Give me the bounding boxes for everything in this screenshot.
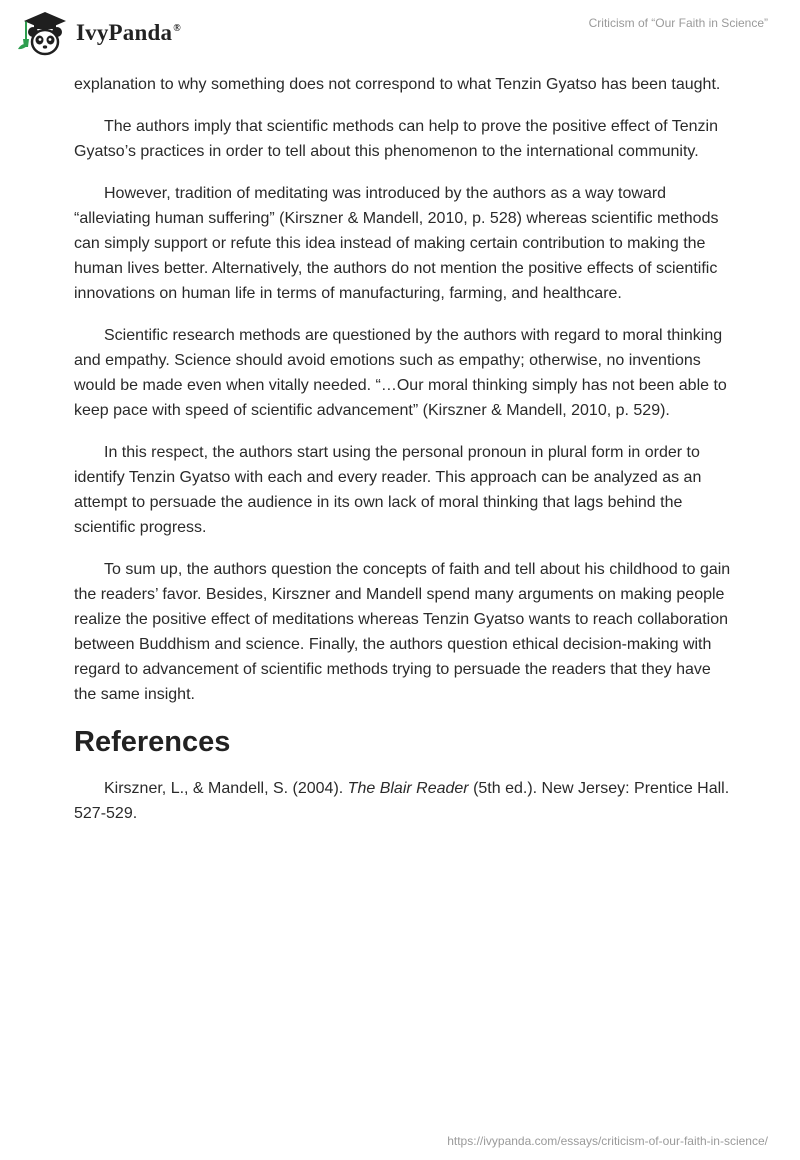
reference-book-title: The Blair Reader bbox=[347, 780, 469, 797]
registered-mark: ® bbox=[173, 23, 181, 35]
panda-graduation-cap-icon bbox=[14, 9, 72, 57]
references-heading: References bbox=[74, 726, 231, 758]
page-header bbox=[0, 0, 800, 70]
source-url[interactable]: https://ivypanda.com/essays/criticism-of-our-faith-in-science/ bbox=[447, 1134, 768, 1148]
essay-body bbox=[74, 72, 734, 843]
paragraph-continuation: explanation to why something does not correspond to what Tenzin Gyatso has been taught. bbox=[74, 76, 721, 93]
logo-wordmark: IvyPanda® bbox=[76, 20, 181, 45]
paragraph: However, tradition of meditating was introduced by the authors as a way toward “alleviating human suffering” (Kirszner & Mandell, 2010, p. 528) whereas scientific methods can simply support or refute this idea instead of making certain contribution to making the human lives better. Alternatively, the authors do not mention the positive effects of scientific innovations on human life in terms of manufacturing, farming, and healthcare. bbox=[74, 185, 719, 302]
paragraph: In this respect, the authors start using the personal pronoun in plural form in order to identify Tenzin Gyatso with each and every reader. This approach can be analyzed as an attempt to persuade the audience in its own lack of moral thinking that lags behind the scientific progress. bbox=[74, 444, 702, 536]
ivypanda-logo[interactable] bbox=[14, 9, 181, 57]
paragraph: To sum up, the authors question the concepts of faith and tell about his childhood to gain the readers’ favor. Besides, Kirszner and Mandell spend many arguments on making people realize the positive effect of meditations whereas Tenzin Gyatso wants to reach collaboration between Buddhism and science. Finally, the authors question ethical decision-making with regard to advancement of scientific methods trying to persuade the readers that they have the same insight. bbox=[74, 561, 731, 703]
reference-authors: Kirszner, L., & Mandell, S. (2004). bbox=[104, 780, 348, 797]
reference-entry bbox=[74, 776, 734, 826]
paragraph: The authors imply that scientific methods can help to prove the positive effect of Tenzin Gyatso’s practices in order to tell about this phenomenon to the international community. bbox=[74, 118, 718, 160]
running-title: Criticism of “Our Faith in Science” bbox=[588, 16, 768, 30]
paragraph: Scientific research methods are questioned by the authors with regard to moral thinking and empathy. Science should avoid emotions such as empathy; otherwise, no inventions would be made even when vitally needed. “…Our moral thinking simply has not been able to keep pace with speed of scientific advancement” (Kirszner & Mandell, 2010, p. 529). bbox=[74, 327, 727, 419]
reference-publication-details: (5th ed.). New Jersey: Prentice Hall. 527-529. bbox=[74, 780, 730, 822]
